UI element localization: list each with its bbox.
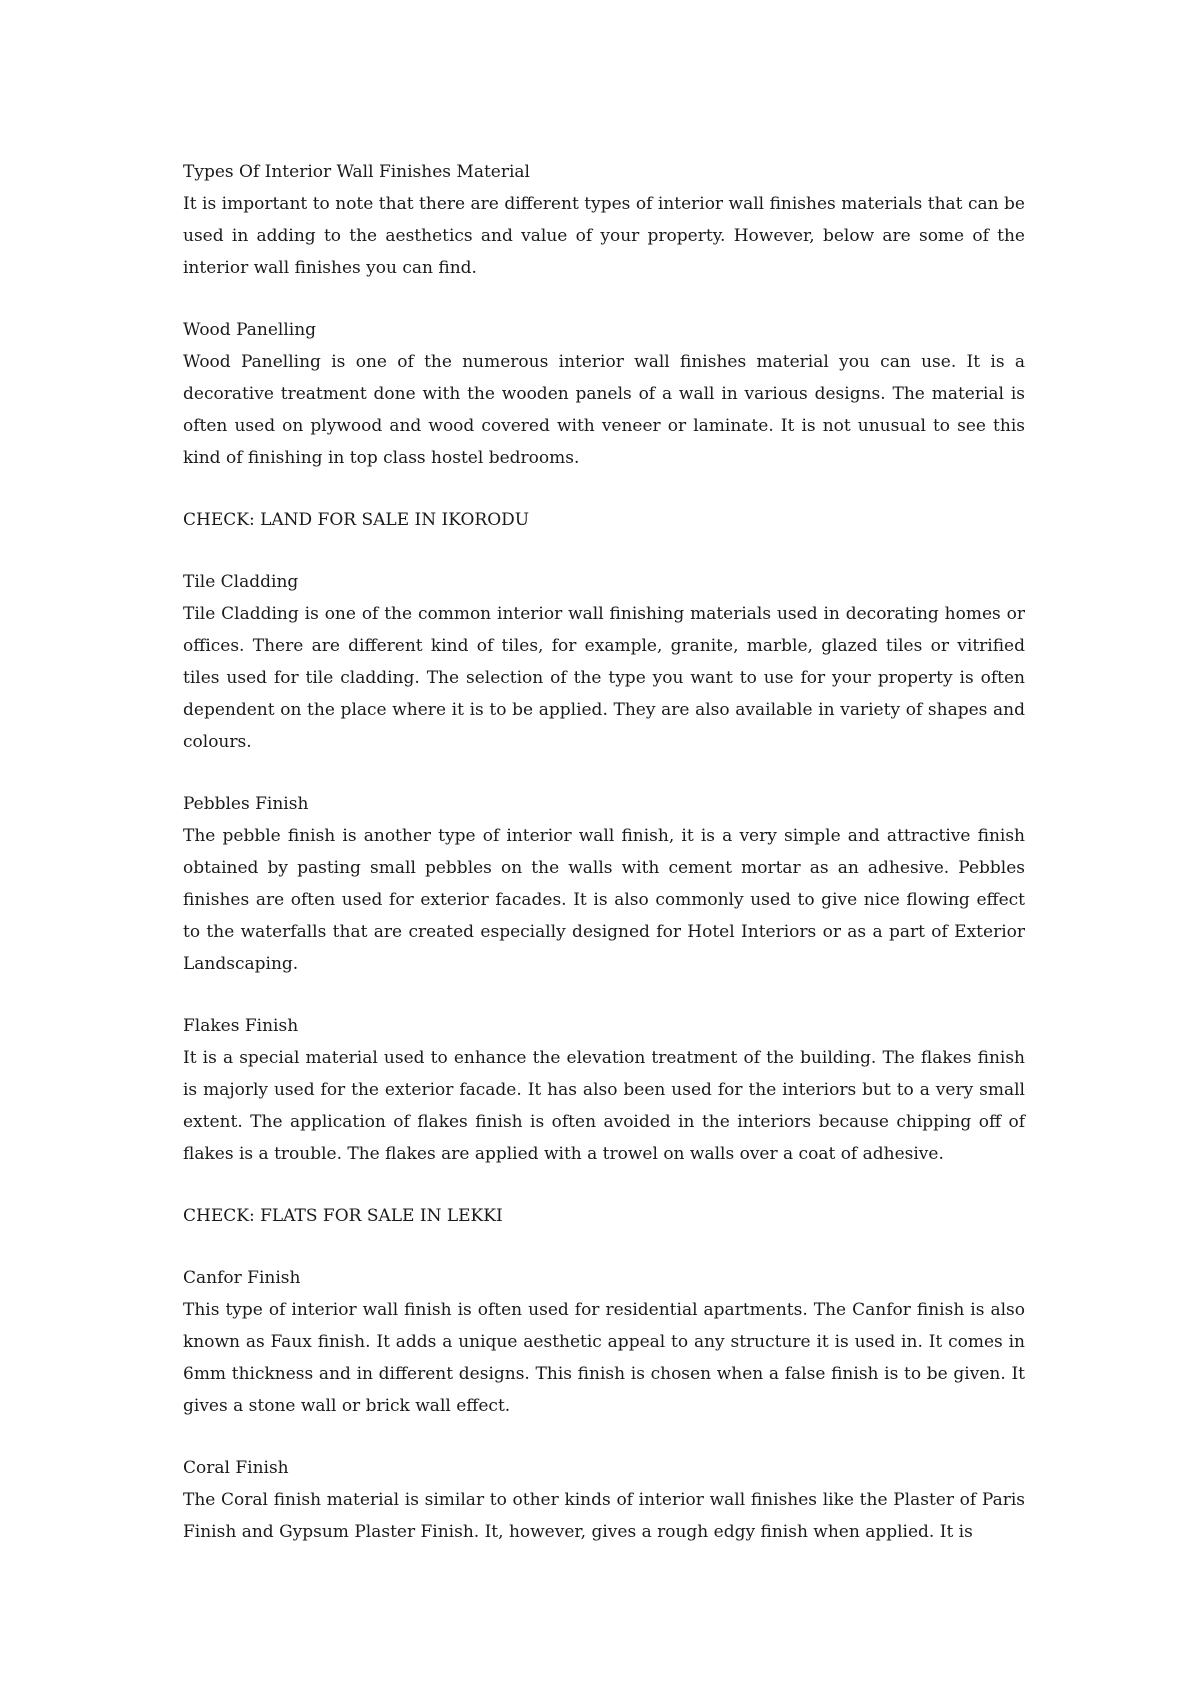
- section-paragraph: This type of interior wall finish is often used for residential apartments. The Canfor finish is also known as Faux finish. It adds a unique aesthetic appeal to any structure it is used in. It comes in 6mm thickness and in different designs. This finish is chosen when a false finish is to be given. It gives a stone wall or brick wall effect.: [183, 1300, 1025, 1416]
- section-paragraph: It is a special material used to enhance the elevation treatment of the building. The flakes finish is majorly used for the exterior facade. It has also been used for the interiors but to a very small extent. The application of flakes finish is often avoided in the interiors because chipping off of flakes is a trouble. The flakes are applied with a trowel on walls over a coat of adhesive.: [183, 1048, 1025, 1164]
- section-heading: Wood Panelling: [183, 320, 317, 340]
- section-paragraph: The pebble finish is another type of interior wall finish, it is a very simple and attractive finish obtained by pasting small pebbles on the walls with cement mortar as an adhesive. Pebbles finishes are often used for exterior facades. It is also commonly used to give nice flowing effect to the waterfalls that are created especially designed for Hotel Interiors or as a part of Exterior Landscaping.: [183, 826, 1025, 974]
- section-paragraph: The Coral finish material is similar to other kinds of interior wall finishes like the Plaster of Paris Finish and Gypsum Plaster Finish. It, however, gives a rough edgy finish when applied. It is: [183, 1490, 1025, 1542]
- section-heading: Flakes Finish: [183, 1016, 299, 1036]
- section-heading: Pebbles Finish: [183, 794, 309, 814]
- section-heading: Tile Cladding: [183, 572, 299, 592]
- section-heading: Types Of Interior Wall Finishes Material: [183, 162, 530, 182]
- section-heading: Canfor Finish: [183, 1268, 301, 1288]
- check-link-flats-lekki[interactable]: CHECK: FLATS FOR SALE IN LEKKI: [183, 1206, 503, 1226]
- section-paragraph: Tile Cladding is one of the common interior wall finishing materials used in decorating homes or offices. There are different kind of tiles, for example, granite, marble, glazed tiles or vitrified tiles used for tile cladding. The selection of the type you want to use for your property is often dependent on the place where it is to be applied. They are also available in variety of shapes and colours.: [183, 604, 1025, 752]
- section-paragraph: It is important to note that there are different types of interior wall finishes materials that can be used in adding to the aesthetics and value of your property. However, below are some of the interior wall finishes you can find.: [183, 194, 1025, 278]
- section-tile-cladding: [183, 566, 1025, 758]
- section-flakes-finish: [183, 1010, 1025, 1170]
- section-pebbles-finish: [183, 788, 1025, 980]
- section-canfor-finish: [183, 1262, 1025, 1422]
- section-coral-finish: [183, 1452, 1025, 1548]
- section-wood-panelling: [183, 314, 1025, 474]
- section-paragraph: Wood Panelling is one of the numerous interior wall finishes material you can use. It is a decorative treatment done with the wooden panels of a wall in various designs. The material is often used on plywood and wood covered with veneer or laminate. It is not unusual to see this kind of finishing in top class hostel bedrooms.: [183, 352, 1025, 468]
- document-page: [183, 156, 1025, 1578]
- section-types-of-finishes: [183, 156, 1025, 284]
- check-link-land-ikorodu[interactable]: CHECK: LAND FOR SALE IN IKORODU: [183, 510, 530, 530]
- section-heading: Coral Finish: [183, 1458, 289, 1478]
